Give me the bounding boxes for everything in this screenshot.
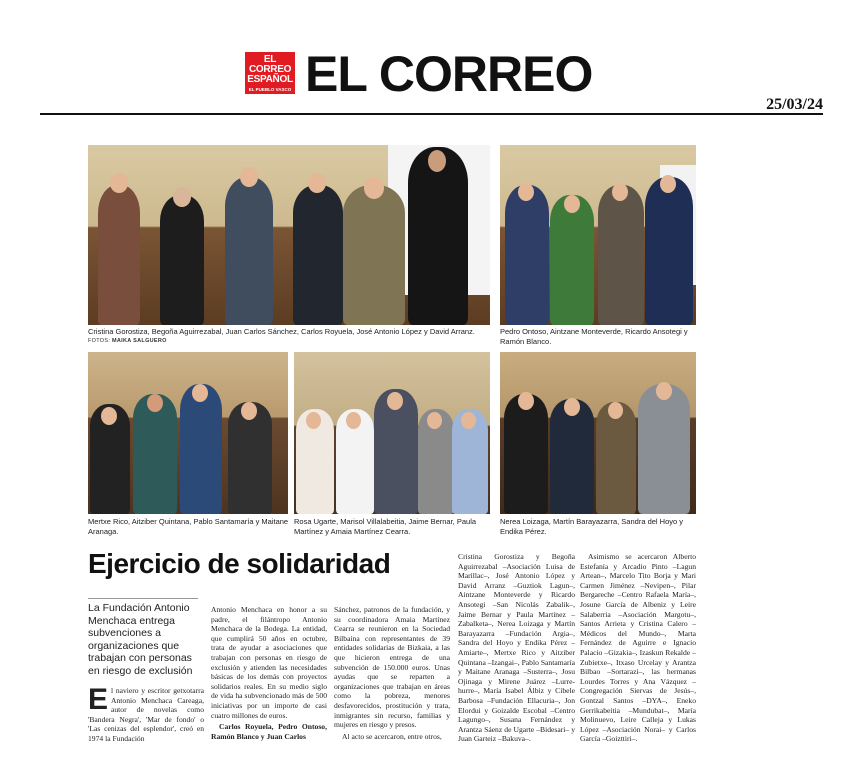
article-headline: Ejercicio de solidaridad <box>88 548 391 579</box>
photo-credit-name: MAIKA SALGUERO <box>112 338 167 344</box>
column-2-names: Carlos Royuela, Pedro Ontoso, Ramón Blanco y Juan Carlos <box>211 722 327 741</box>
photo-caption-2: Pedro Ontoso, Aintzane Monteverde, Ricardo Ansotegi y Ramón Blanco. <box>500 327 688 346</box>
photo-group-4 <box>294 352 490 514</box>
photo-group-5 <box>500 352 696 514</box>
column-2-text: Antonio Menchaca en honor a su padre, el filántropo Antonio Menchaca de la Bodega. La entidad, que cumplirá 50 años en octubre, trata de ayudar a asociaciones que trabajan con personas en riesgo de exclusión y atienden las necesidades básicas de los demás con proyectos solidarios reales. En su medio siglo de vida ha subvencionado más de 500 iniciativas por un importe de casi cuatro millones de euros. <box>211 605 327 720</box>
photo-group-3 <box>88 352 288 514</box>
article-column-4: Cristina Gorostiza y Begoña Aguirrezabal –Asociación Luisa de Marillac–, José Antonio López y David Arranz –Guztiok Lagun–, Aintzane Monteverde y Ricardo Ansotegi –San Nicolás Zabalik–, Jaime Bernar y Paula Martínez –Zabalketa–, Nerea Loizaga y Martín Barayazarra –Fundación Argia–, Sandra del Hoyo y Endika Pérez –Amiarte–, Mertxe Rico y Aitziber Quintana –Izangai–, Pablo Santamaría y Maitane Aranaga –Susterra–, Josu Ojinaga y Mirene Juárez –Lurre-hurre–, María Isabel Álbiz y Cibele Barbosa –Fundación Ellacuria–, Jon Elordui y Goizalde Escobal –Centro Lagungo–, Susana Fernández y Arantza Sáenz de Ugarte –Bidesari– y Juan Garteiz –Bakuva–. <box>458 552 575 744</box>
drop-cap: E <box>88 683 109 716</box>
newspaper-logo-badge <box>245 52 295 94</box>
photo-credit <box>88 338 167 344</box>
column-3-closing: Al acto se acercaron, entre otros, <box>342 731 442 741</box>
photo-caption-3: Mertxe Rico, Aitziber Quintana, Pablo Santamaría y Maitane Aranaga. <box>88 517 289 536</box>
column-1-text: l naviero y escritor getxotarra Antonio Menchaca Careaga, autor de novelas como 'Bandera Negra', 'Mar de fondo' o 'Las cenizas del esplendor', creó en 1974 la Fundación <box>88 686 204 743</box>
photo-caption-5: Nerea Loizaga, Martín Barayazarra, Sandra del Hoyo y Endika Pérez. <box>500 517 684 536</box>
masthead-title: EL CORREO <box>305 46 593 102</box>
photo-credit-label: FOTOS: <box>88 338 111 344</box>
article-column-2 <box>211 605 327 741</box>
photo-group-2 <box>500 145 696 325</box>
photo-caption-1: Cristina Gorostiza, Begoña Aguirrezabal, Juan Carlos Sánchez, Carlos Royuela, José Antonio López y David Arranz. <box>88 327 475 336</box>
column-3-text: Sánchez, patronos de la fundación, y su coordinadora Amaia Martínez Cearra se reunieron en la Sociedad Bilbaina con representantes de 39 entidades solidarias de Bizkaia, a las que hicieron entrega de una subvención de 150.000 euros. Unas ayudas que se reparten a organizaciones que trabajan en áreas como la pobreza, menores desfavorecidos, prostitución y trata, inmigrantes sin recurso, familias y mujeres en riesgo y presos. <box>334 605 450 730</box>
subhead-rule <box>88 598 198 599</box>
logo-line-3: EL PUEBLO VASCO <box>248 87 292 92</box>
masthead-divider <box>40 113 823 115</box>
article-column-1 <box>88 683 204 744</box>
article-column-5: Asimismo se acercaron Alberto Estefanía y Arcadio Pinto –Lagun Artean–, Marcelo Tito Borja y Mari Carmen Jiménez –Nevipen–, Pilar Bergareche –Centro Rafaela María–, Josune García de Albeniz y Leire Salaberria –Asociación Margotu–, Santos Arrieta y Cristina Calero –Médicos del Mundo–, Marta Fernández de Aguirre e Ignacio Palacio –Gizakia–, Izaskun Rekalde –Zubietxe–, Itxaso Urcelay y Arantza Bilbao –Sortarazi–, las hermanas Lourdes Torres y Ana Vázquez –Congregación Siervas de Jesús–, Gontzal Santos –DYA–, Eneko Gerrikabeitia –Mundubat–, María Molinuevo, Leire Calleja y Lukas López –Asociación Norai– y Carlos García –Goizttiri–. <box>580 552 696 744</box>
article-subhead: La Fundación Antonio Menchaca entrega subvenciones a organizaciones que trabajan con personas en riesgo de exclusión <box>88 602 193 677</box>
photo-caption-4: Rosa Ugarte, Marisol Villalabeitia, Jaime Bernar, Paula Martínez y Amaia Martínez Cearra. <box>294 517 477 536</box>
logo-line-2: ESPAÑOL <box>247 74 293 85</box>
logo-line-1: EL CORREO <box>248 54 292 75</box>
publication-date: 25/03/24 <box>766 96 823 113</box>
photo-group-1 <box>88 145 490 325</box>
article-column-3 <box>334 605 450 741</box>
